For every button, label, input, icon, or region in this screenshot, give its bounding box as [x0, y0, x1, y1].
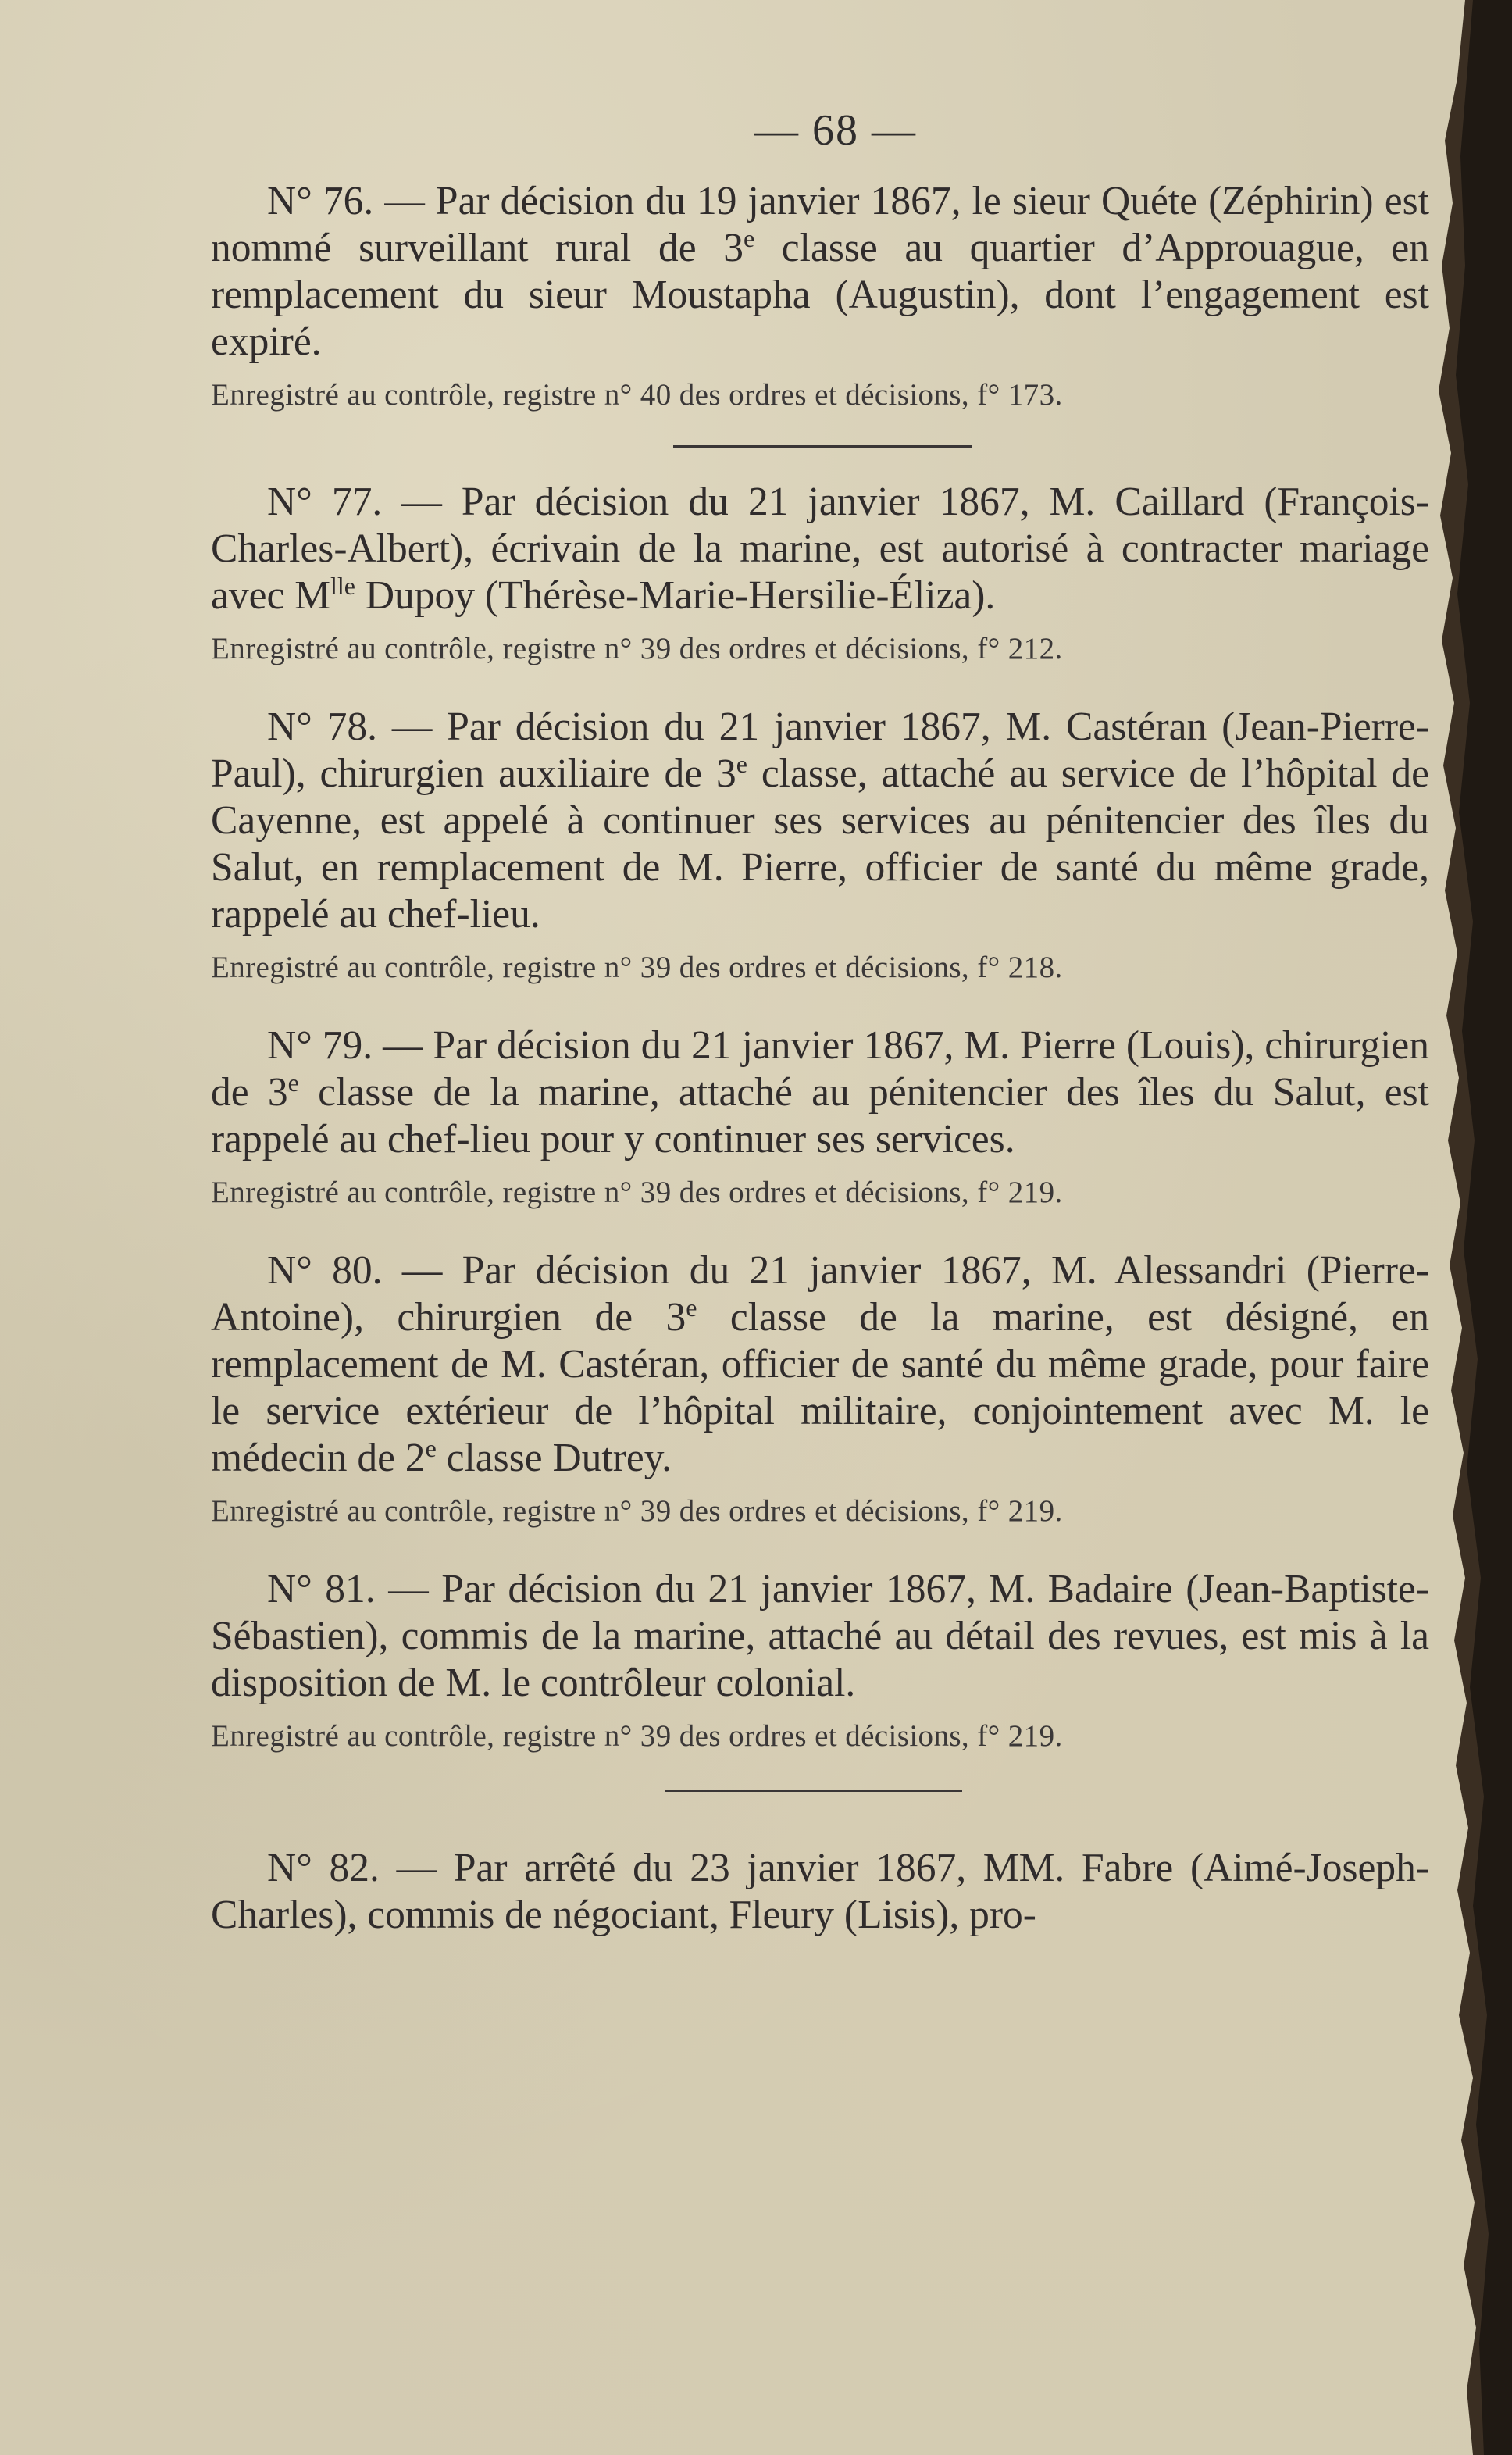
entry-text	[211, 1022, 1429, 1163]
entry-text-a: — Par décision du 21 janvier 1867, M. Caillard (François-Charles-Albert), écrivain de la marine, est autorisé à contracter mariage avec M	[211, 480, 1429, 618]
entry-text-a: — Par décision du 21 janvier 1867, M. Badaire (Jean-Baptiste-Sébastien), commis de la marine, attaché au détail des revues, est mis à la disposition de M. le contrôleur colonial.	[211, 1567, 1429, 1705]
entry-body: (Zéphirin) est nommé surveillant rural de 3	[211, 179, 1430, 270]
spacer	[211, 1530, 1429, 1566]
section-divider	[665, 1790, 962, 1792]
register-note: Enregistré au contrôle, registre n° 39 des ordres et décisions, f° 212.	[211, 632, 1063, 665]
entry-number: N° 77.	[267, 480, 383, 524]
spacer	[211, 668, 1429, 704]
entry-77	[211, 479, 1429, 668]
entry-text-b: classe de la marine, est désigné, en remplacement de M. Castéran, officier de santé du même grade, pour faire le service extérieur de l’hôpital militaire, conjointement avec M. le médecin de 2	[211, 1295, 1429, 1480]
document-body	[211, 178, 1429, 1939]
torn-page-edge	[1418, 0, 1512, 2455]
superscript: lle	[330, 571, 355, 600]
register-note: Enregistré au contrôle, registre n° 39 des ordres et décisions, f° 219.	[211, 1176, 1063, 1209]
entry-81	[211, 1566, 1429, 1755]
entry-82	[211, 1845, 1429, 1939]
section-divider	[673, 445, 972, 448]
register-note: Enregistré au contrôle, registre n° 39 des ordres et décisions, f° 219.	[211, 1494, 1063, 1528]
superscript: e	[736, 749, 747, 778]
entry-text-a: — Par arrêté du 23 janvier 1867, MM. Fabre (Aimé-Joseph-Charles), commis de négociant, Fleury (Lisis), pro-	[211, 1846, 1430, 1937]
entry-78	[211, 704, 1429, 987]
entry-text-c: classe Dutrey.	[436, 1436, 672, 1480]
entry-text	[211, 479, 1429, 619]
register-note: Enregistré au contrôle, registre n° 39 des ordres et décisions, f° 218.	[211, 951, 1063, 984]
entry-79	[211, 1022, 1429, 1211]
entry-number: N° 76.	[267, 179, 374, 223]
spacer	[211, 1211, 1429, 1247]
entry-text-a: — Par décision du 21 janvier 1867, M. Alessandri (Pierre-Antoine), chirurgien de 3	[211, 1248, 1429, 1340]
entry-number: N° 78.	[267, 705, 378, 749]
entry-text	[211, 1247, 1429, 1482]
register-note: Enregistré au contrôle, registre n° 39 des ordres et décisions, f° 219.	[211, 1719, 1063, 1753]
entry-number: N° 79.	[267, 1023, 373, 1068]
entry-text-b: classe, attaché au service de l’hôpital de Cayenne, est appelé à continuer ses services au pénitencier des îles du Salut, en remplacement de M. Pierre, officier de santé du même grade, rappelé au chef-lieu.	[211, 751, 1430, 937]
superscript: e	[287, 1068, 299, 1097]
entry-text	[211, 178, 1429, 366]
register-note: Enregistré au contrôle, registre n° 40 des ordres et décisions, f° 173.	[211, 378, 1063, 412]
superscript: e	[686, 1293, 697, 1322]
entry-date-phrase: — Par décision du 19 janvier 1867, le sieur Quéte	[373, 179, 1197, 223]
entry-text	[211, 1845, 1429, 1939]
superscript: e	[743, 223, 755, 252]
entry-text-a: — Par décision du 21 janvier 1867, M. Pierre (Louis), chirurgien de 3	[211, 1023, 1430, 1115]
entry-number: N° 81.	[267, 1567, 376, 1611]
entry-text	[211, 1566, 1429, 1707]
entry-76	[211, 178, 1429, 414]
entry-text-b: Dupoy (Thérèse-Marie-Hersilie-Éliza).	[355, 573, 996, 618]
entry-80	[211, 1247, 1429, 1530]
spacer	[211, 987, 1429, 1022]
entry-number: N° 82.	[267, 1846, 380, 1890]
superscript: e	[425, 1433, 437, 1462]
entry-body-rest: classe au quartier d’Approuague, en remplacement du sieur Moustapha (Augustin), dont l’engagement est expiré.	[211, 226, 1429, 364]
page-number: — 68 —	[754, 106, 917, 155]
entry-number: N° 80.	[267, 1248, 383, 1293]
entry-text-b: classe de la marine, attaché au pénitencier des îles du Salut, est rappelé au chef-lieu pour y continuer ses services.	[211, 1070, 1429, 1161]
entry-text	[211, 704, 1429, 938]
entry-text-a: — Par décision du 21 janvier 1867, M. Castéran (Jean-Pierre-Paul), chirurgien auxiliaire de 3	[211, 705, 1429, 796]
